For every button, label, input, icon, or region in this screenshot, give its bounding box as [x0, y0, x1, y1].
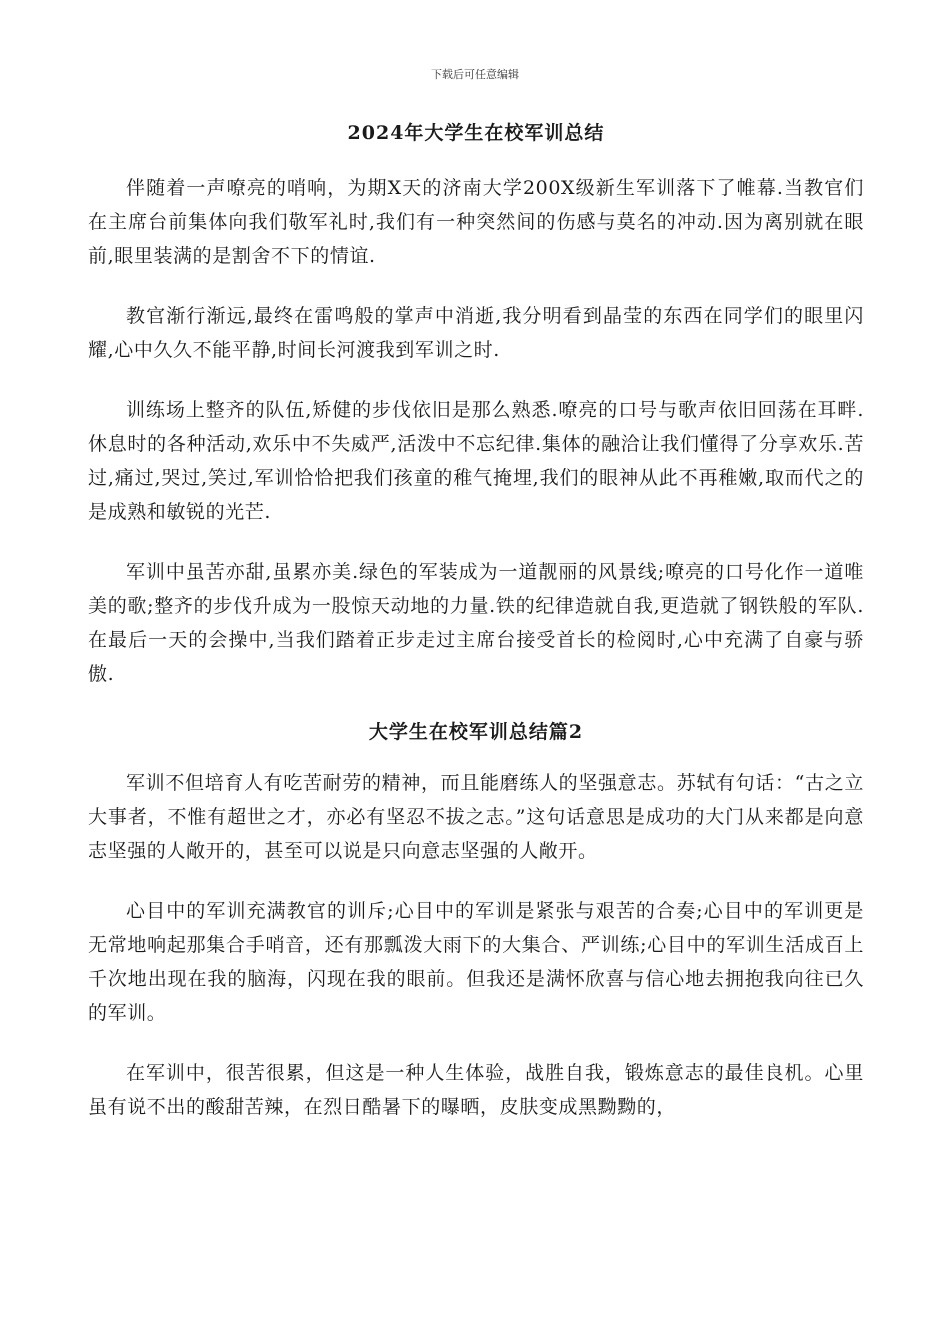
paragraph: 心目中的军训充满教官的训斥;心目中的军训是紧张与艰苦的合奏;心目中的军训更是无常地响起那集合手哨音，还有那瓢泼大雨下的大集合、严训练;心目中的军训生活成百上千次地出现在我的脑海，闪现在我的眼前。但我还是满怀欣喜与信心地去拥抱我向往已久的军训。	[88, 900, 864, 1024]
paragraph: 军训中虽苦亦甜,虽累亦美.绿色的军装成为一道靓丽的风景线;嘹亮的口号化作一道唯美的歌;整齐的步伐升成为一股惊天动地的力量.铁的纪律造就自我,更造就了钢铁般的军队.在最后一天的会操中,当我们踏着正步走过主席台接受首长的检阅时,心中充满了自豪与骄傲.	[88, 561, 864, 685]
section-title: 大学生在校军训总结篇2	[368, 721, 584, 743]
paragraph: 训练场上整齐的队伍,矫健的步伐依旧是那么熟悉.嘹亮的口号与歌声依旧回荡在耳畔.休息时的各种活动,欢乐中不失威严,活泼中不忘纪律.集体的融洽让我们懂得了分享欢乐.苦过,痛过,哭过,笑过,军训恰恰把我们孩童的稚气掩埋,我们的眼神从此不再稚嫩,取而代之的是成熟和敏锐的光芒.	[88, 399, 864, 523]
header-note: 下载后可任意编辑	[431, 68, 519, 81]
paragraph: 教官渐行渐远,最终在雷鸣般的掌声中消逝,我分明看到晶莹的东西在同学们的眼里闪耀,心中久久不能平静,时间长河渡我到军训之时.	[88, 305, 864, 361]
document-title: 2024年大学生在校军训总结	[347, 122, 605, 144]
paragraph: 在军训中，很苦很累，但这是一种人生体验，战胜自我，锻炼意志的最佳良机。心里虽有说不出的酸甜苦辣，在烈日酷暑下的曝晒，皮肤变成黑黝黝的，	[88, 1062, 864, 1118]
paragraph: 军训不但培育人有吃苦耐劳的精神，而且能磨练人的坚强意志。苏轼有句话：“古之立大事者，不惟有超世之才，亦必有坚忍不拔之志。”这句话意思是成功的大门从来都是向意志坚强的人敞开的，甚至可以说是只向意志坚强的人敞开。	[88, 772, 864, 862]
document-body	[88, 118, 864, 1150]
paragraph: 伴随着一声嘹亮的哨响，为期X天的济南大学200X级新生军训落下了帷幕.当教官们在主席台前集体向我们敬军礼时,我们有一种突然间的伤感与莫名的冲动.因为离别就在眼前,眼里装满的是割舍不下的情谊.	[88, 177, 864, 267]
